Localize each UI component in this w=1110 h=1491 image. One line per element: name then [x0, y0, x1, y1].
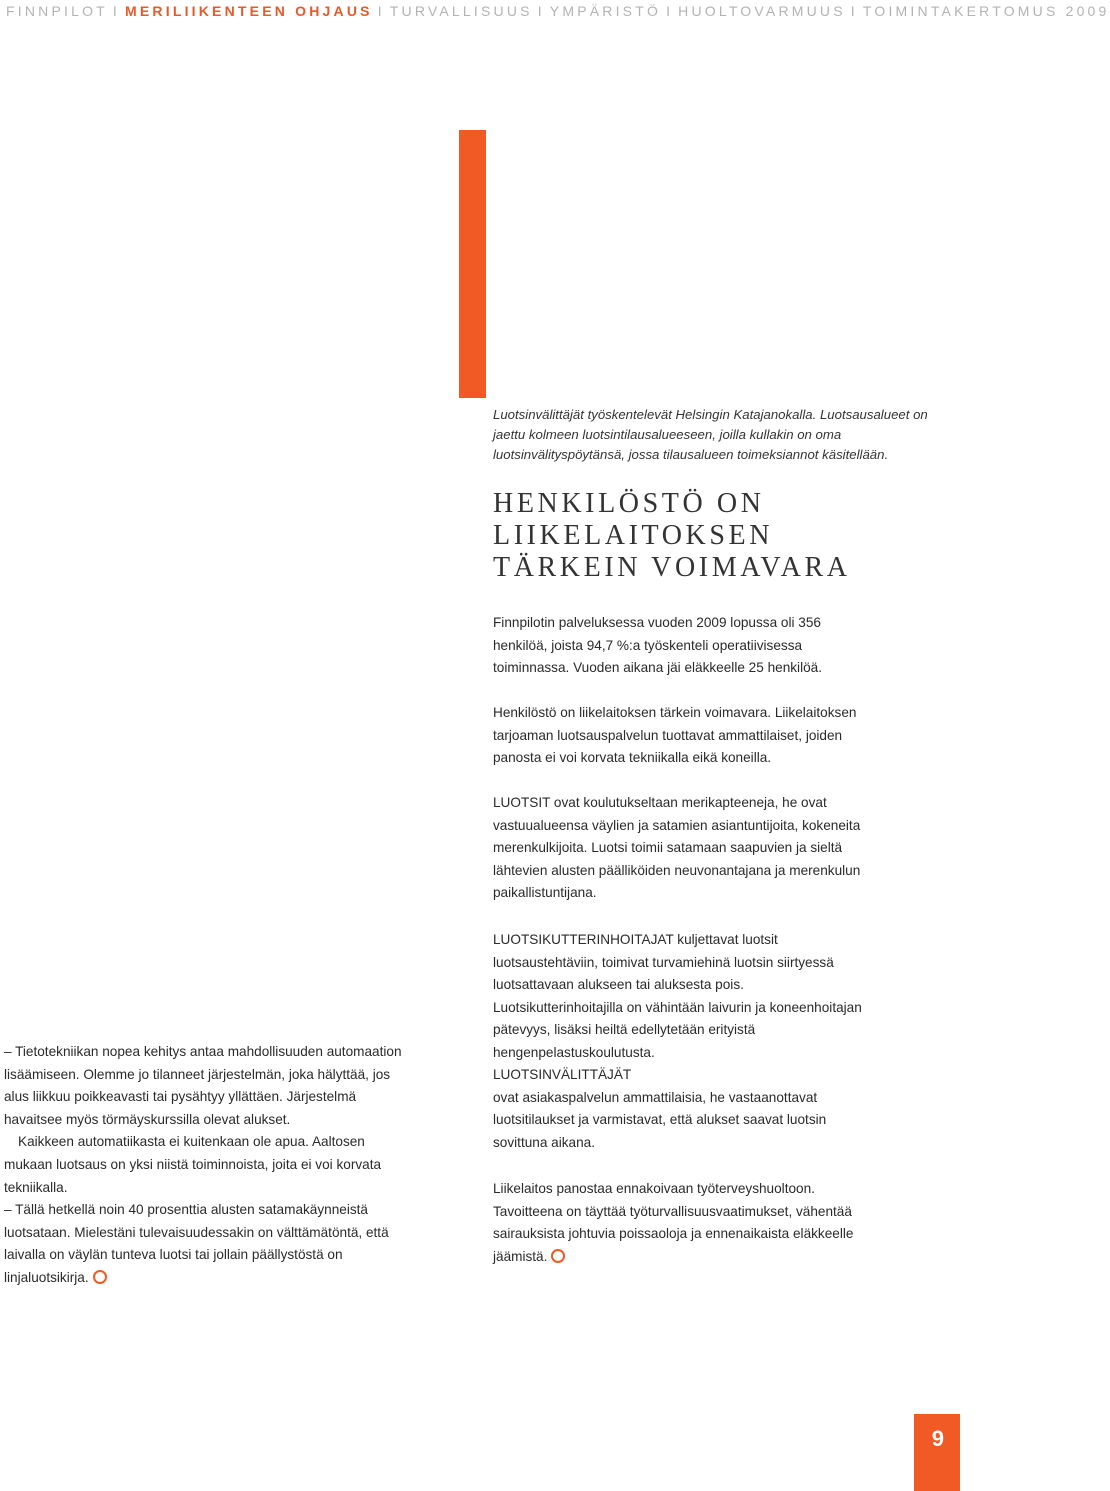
paragraph-pilot-dispatchers: [493, 1064, 873, 1154]
paragraph-port-calls: [4, 1199, 414, 1289]
photo-caption: Luotsinvälittäjät työskentelevät Helsingin Katajanokalla. Luotsausalueet on jaettu kolmeen luotsintilausalueeseen, joilla kullakin on oma luotsinvälityspöytänsä, jossa tilausalueen toimeksiannot käsitellään.: [493, 407, 928, 462]
left-column: [4, 1041, 414, 1290]
page-number: 9: [931, 1426, 944, 1451]
header-item-ymparisto: YMPÄRISTÖ: [549, 3, 662, 19]
running-header: [6, 2, 1110, 20]
header-item-huoltovarmuus: HUOLTOVARMUUS: [678, 3, 846, 19]
end-mark-icon: [551, 1249, 565, 1263]
paragraph-automation-limits: Kaikkeen automatiikasta ei kuitenkaan ole apua. Aaltosen mukaan luotsaus on yksi niistä toiminnoista, joita ei voi korvata tekniikalla.: [4, 1134, 382, 1195]
section-heading-line-2: LIIKELAITOKSEN: [493, 520, 774, 551]
section-heading-line-1: HENKILÖSTÖ ON: [493, 488, 765, 519]
paragraph-title: LUOTSINVÄLITTÄJÄT: [493, 1067, 632, 1082]
paragraph-text-body: – Tällä hetkellä noin 40 prosenttia alusten satamakäynneistä luotsataan. Mielestäni tulevaisuudessakin on välttämätöntä, että laivalla on väylän tunteva luotsi tai jollain päällystöstä on linjaluotsikirja.: [4, 1202, 389, 1285]
paragraph-text: LUOTSIT ovat koulutukseltaan merikapteeneja, he ovat vastuualueensa väylien ja satamien asiantuntijoita, kokeneita merenkulkijoita. Luotsi toimii satamaan saapuvien ja sieltä lähtevien alusten päälliköiden neuvonantajana ja merenkulun paikallistuntijana.: [493, 795, 861, 901]
header-separator: I: [537, 3, 545, 19]
header-item-toimintakertomus: TOIMINTAKERTOMUS 2009: [862, 3, 1110, 19]
paragraph-text: [493, 1178, 873, 1268]
page-number-box: [914, 1414, 960, 1491]
paragraph-pilot-boat-operators: [493, 929, 873, 1065]
header-item-meriliikenteen-ohjaus: MERILIIKENTEEN OHJAUS: [125, 3, 373, 19]
accent-bar: [459, 130, 486, 398]
paragraph-staff-value: [493, 702, 873, 770]
paragraph-text: Henkilöstö on liikelaitoksen tärkein voimavara. Liikelaitoksen tarjoaman luotsauspalvelun tuottavat ammattilaiset, joiden panosta ei voi korvata tekniikalla eikä koneilla.: [493, 705, 857, 766]
paragraph-pilots: [493, 792, 873, 905]
header-separator: I: [850, 3, 858, 19]
paragraph-automation: – Tietotekniikan nopea kehitys antaa mahdollisuuden automaation lisäämiseen. Olemme jo tilanneet järjestelmän, joka hälyttää, jos alus liikkuu poikkeavasti tai pysähtyy yllättäen. Järjestelmä havaitsee myös törmäyskurssilla olevat alukset.: [4, 1044, 402, 1127]
header-separator: I: [377, 3, 385, 19]
section-heading: [493, 488, 933, 584]
paragraph-text-body: Liikelaitos panostaa ennakoivaan työterveyshuoltoon. Tavoitteena on täyttää työturvallisuusvaatimukset, vähentää sairauksista johtuvia poissaoloja ja ennenaikaista eläkkeelle jäämistä.: [493, 1181, 854, 1264]
section-heading-line-3: TÄRKEIN VOIMAVARA: [493, 552, 851, 583]
header-separator: I: [112, 3, 121, 19]
header-item-turvallisuus: TURVALLISUUS: [389, 3, 533, 19]
paragraph-text: ovat asiakaspalvelun ammattilaisia, he vastaanottavat luotsitilaukset ja varmistavat, että alukset saavat luotsin sovittuna aikana.: [493, 1089, 827, 1150]
paragraph-occupational-health: [493, 1178, 873, 1268]
header-separator: I: [666, 3, 674, 19]
paragraph-text: LUOTSIKUTTERINHOITAJAT kuljettavat luotsit luotsaustehtäviin, toimivat turvamiehinä luotsin siirtyessä luotsattavaan alukseen tai aluksesta pois. Luotsikutterinhoitajilla on vähintään laivurin ja koneenhoitajan pätevyys, lisäksi heiltä edellytetään erityistä hengenpelastuskoulutusta.: [493, 932, 862, 1060]
paragraph-text: Finnpilotin palveluksessa vuoden 2009 lopussa oli 356 henkilöä, joista 94,7 %:a työskenteli operatiivisessa toiminnassa. Vuoden aikana jäi eläkkeelle 25 henkilöä.: [493, 615, 822, 676]
end-mark-icon: [93, 1270, 107, 1284]
header-item-finnpilot: FINNPILOT: [6, 3, 108, 19]
paragraph-staff-count: [493, 612, 873, 680]
